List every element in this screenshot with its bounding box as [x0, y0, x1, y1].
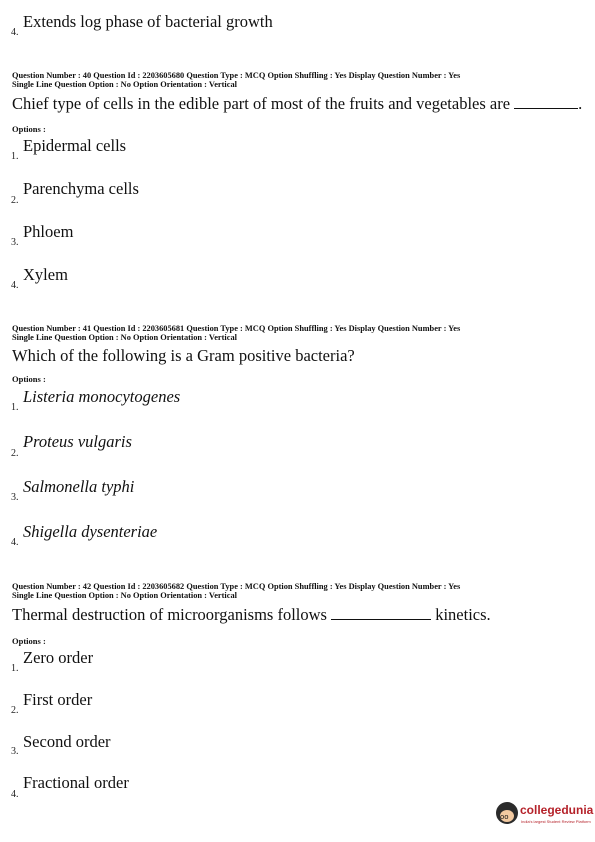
option-number: 1.: [11, 402, 19, 413]
option-number: 4.: [11, 789, 19, 800]
option-text: Fractional order: [23, 773, 129, 792]
option-text: Listeria monocytogenes: [23, 387, 181, 406]
option-number: 1.: [11, 151, 19, 162]
question-meta-line1: Question Number : 41 Question Id : 2203605681 Question Type : MCQ Option Shuffling : Yes Display Question Number : Yes: [12, 324, 461, 333]
question-text-before: Chief type of cells in the edible part of most of the fruits and vegetables are: [12, 94, 511, 113]
option-text: Second order: [23, 732, 111, 751]
option-number: 1.: [11, 663, 19, 674]
option-number: 2.: [11, 195, 19, 206]
answer-blank: [331, 618, 431, 620]
question-meta-line2: Single Line Question Option : No Option Orientation : Vertical: [12, 333, 237, 342]
option-text: Shigella dysenteriae: [23, 522, 158, 541]
options-label: Options :: [12, 636, 46, 646]
option-text: Phloem: [23, 222, 74, 241]
question-meta-line1: Question Number : 40 Question Id : 2203605680 Question Type : MCQ Option Shuffling : Yes Display Question Number : Yes: [12, 71, 461, 80]
logo-wordmark: collegedunia: [520, 803, 594, 817]
option-text: First order: [23, 690, 93, 709]
question-text: [12, 605, 491, 625]
question-text: [12, 94, 582, 114]
options-label: Options :: [12, 124, 46, 134]
option-number: 4.: [11, 280, 19, 291]
option-number: 4.: [11, 537, 19, 548]
option-number: 4.: [11, 27, 19, 38]
option-text: Xylem: [23, 265, 68, 284]
question-text-before: Which of the following is a Gram positive bacteria?: [12, 346, 355, 365]
option-text: Epidermal cells: [23, 136, 127, 155]
question-meta-line2: Single Line Question Option : No Option Orientation : Vertical: [12, 591, 237, 600]
option-number: 3.: [11, 746, 19, 757]
option-text: Extends log phase of bacterial growth: [23, 12, 273, 31]
question-text-after: kinetics.: [435, 605, 491, 624]
question-meta-line2: Single Line Question Option : No Option Orientation : Vertical: [12, 80, 237, 89]
question-text-after: .: [578, 94, 583, 113]
logo-tagline: India's largest Student Review Platform: [521, 819, 591, 824]
question-meta-line1: Question Number : 42 Question Id : 2203605682 Question Type : MCQ Option Shuffling : Yes Display Question Number : Yes: [12, 582, 461, 591]
option-number: 2.: [11, 705, 19, 716]
question-text: [12, 346, 355, 366]
option-text: Zero order: [23, 648, 94, 667]
option-text: Salmonella typhi: [23, 477, 135, 496]
option-number: 3.: [11, 492, 19, 503]
options-label: Options :: [12, 374, 46, 384]
option-text: Parenchyma cells: [23, 179, 139, 198]
option-number: 3.: [11, 237, 19, 248]
answer-blank: [514, 107, 578, 109]
option-text: Proteus vulgaris: [23, 432, 132, 451]
question-text-before: Thermal destruction of microorganisms follows: [12, 605, 327, 624]
option-number: 2.: [11, 448, 19, 459]
collegedunia-logo[interactable]: [496, 800, 594, 834]
mascot-icon: oo: [496, 802, 518, 824]
